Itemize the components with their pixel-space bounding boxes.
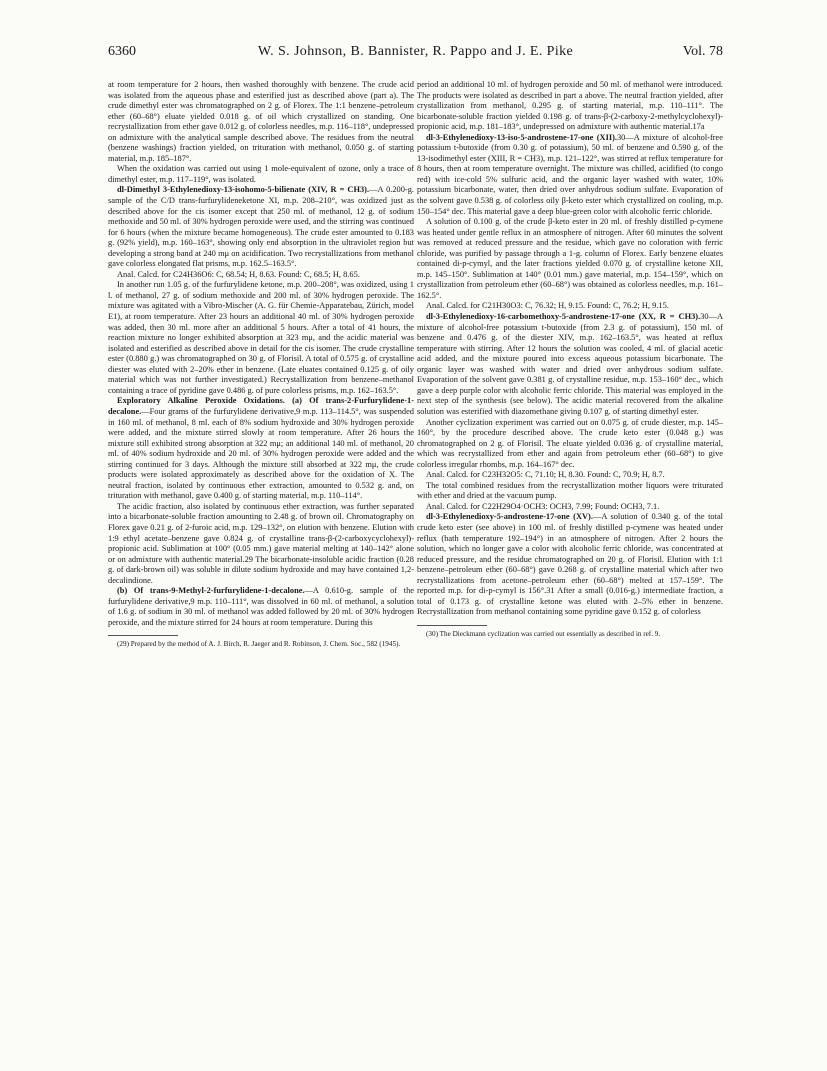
analysis-line: Anal. Calcd. for C22H29O4·OCH3: OCH3, 7.99; Found: OCH3, 7.1. <box>426 501 660 511</box>
section-title: dl-3-Ethylenedioxy-16-carbomethoxy-5-androstene-17-one (XX, R = CH3). <box>426 312 701 322</box>
footnote: (30) The Dieckmann cyclization was carried out essentially as described in ref. 9. <box>426 629 661 638</box>
section-title: (b) Of trans-9-Methyl-2-furfurylidene-1-decalone. <box>117 586 305 596</box>
analysis-line: Anal. Calcd. for C24H36O6: C, 68.54; H, 8.63. Found: C, 68.5; H, 8.65. <box>117 269 360 279</box>
analysis-line: Anal. Calcd. for C23H32O5: C, 71.10; H, 8.30. Found: C, 70.9; H, 8.7. <box>426 470 665 480</box>
section-title: dl-3-Ethylenedioxy-13-iso-5-androstene-17-one (XII). <box>426 132 617 142</box>
paragraph: In another run 1.05 g. of the furfurylidene ketone, m.p. 200–208°, was oxidized, using 1 l. of methanol, 27 g. of sodium methoxide and 200 ml. of 30% hydrogen peroxide. The mixture was agitated with a Vibro-Mischer (A. G. für Chemie-Apparatebau, Zürich, model E1), at room temperature. After 23 hours an additional 40 ml. of 30% hydrogen peroxide was added, then 30 ml. more after an additional 5 hours. After a total of 41 hours, the reaction mixture no longer exhibited absorption at 323 mμ, and the acidic material was isolated and esterified as described above in detail for the cis isomer. The crude crystalline ester (0.880 g.) was chromatographed on 30 g. of Florisil. A total of 0.575 g. of crystalline diester was eluted with 2–20% ether in benzene. (Late eluates contained 0.125 g. of oily material which was not further investigated.) Recrystallization from benzene–methanol containing a trace of pyridine gave 0.486 g. of pure colorless prisms, m.p. 162–163.5°. <box>108 280 414 395</box>
paragraph <box>108 396 414 501</box>
paragraph: The total combined residues from the recrystallization mother liquors were triturated with ether and dried at the vacuum pump. <box>417 480 723 501</box>
footnote-divider <box>417 625 487 626</box>
paragraph: Another cyclization experiment was carried out on 0.075 g. of crude diester, m.p. 145–160°, by the procedure described above. The crude keto ester (0.048 g.) was chromatographed on 2 g. of Florisil. The eluate yielded 0.036 g. of crystalline material, which was recrystallized from ether and again from petroleum ether (60–68°) to give colorless irregular rhombs, m.p. 164–167° dec. <box>417 417 723 469</box>
paragraph: When the oxidation was carried out using 1 mole-equivalent of ozone, only a trace of dimethyl ester, m.p. 117–119°, was isolated. <box>108 164 414 184</box>
paragraph: at room temperature for 2 hours, then washed thoroughly with benzene. The crude acid was isolated from the aqueous phase and esterified just as described above (part a). The crude dimethyl ester was chromatographed on 2 g. of Florex. The 1:1 benzene–petroleum ether (60–68°) eluate yielded 0.018 g. of oil which crystallized on standing. One recrystallization from ether gave 0.012 g. of colorless needles, m.p. 116–118°, undepressed on admixture with the analytical sample described above. The residues from the neutral (benzene washings) fraction yielded, on trituration with methanol, 0.050 g. of starting material, m.p. 185–187°. <box>108 80 414 163</box>
paragraph: period an additional 10 ml. of hydrogen peroxide and 50 ml. of methanol were introduced. The products were isolated as described in part a above. The neutral fraction yielded, after crystallization from methanol, 0.295 g. of starting material, m.p. 110–111°. The bicarbonate-soluble fraction yielded 0.198 g. of trans-β-(2-carboxy-2-methylcyclohexyl)-propionic acid, m.p. 181–183°, undepressed on admixture with authentic material.17a <box>417 80 723 132</box>
paragraph: A solution of 0.100 g. of the crude β-keto ester in 20 ml. of freshly distilled p-cymene was heated under gentle reflux in an atmosphere of nitrogen. After 60 minutes the solvent was removed at reduced pressure and the residue, which gave no coloration with ferric chloride, was purified by passage through a 1-g. column of Florex. Early benzene eluates contained di-p-cymyl, and the later fractions yielded 0.070 g. of crystalline ketone XII, m.p. 145–150°. Sublimation at 140° (0.01 mm.) gave material, m.p. 154–159°, which on crystallization from petroleum ether (60–68°) was obtained as colorless needles, m.p. 161–162.5°. <box>417 217 723 300</box>
section-title: dl-3-Ethylenedioxy-5-androstene-17-one (XV). <box>426 512 593 522</box>
paragraph-body: 30—A mixture of alcohol-free potassium t-butoxide (from 2.3 g. of potassium), 150 ml. of benzene and 0.476 g. of the diester XIV, m.p. 162–163.5°, was heated at reflux temperature with stirring. After 12 hours the solution was cooled, 4 ml. of glacial acetic acid added, and the mixture poured into excess aqueous potassium bicarbonate. The organic layer was washed with water and dried over anhydrous sodium sulfate. Evaporation of the solvent gave 0.381 g. of crystalline residue, m.p. 153–160° dec., which gave a deep purple color with alcoholic ferric chloride. This material was employed in the next step of the synthesis (see below). The acidic material recovered from the alkaline solution was esterified with diazomethane giving 0.107 g. of starting dimethyl ester. <box>417 312 723 416</box>
footnote: (29) Prepared by the method of A. J. Birch, R. Jaeger and R. Robinson, J. Chem. Soc., 582 (1945). <box>117 640 401 649</box>
paragraph-body: —A 0.200-g. sample of the C/D trans-furfurylideneketone XI, m.p. 208–210°, was oxidized just as described above for the cis isomer except that 250 ml. of methanol, 12 g. of sodium methoxide and 50 ml. of 30% hydrogen peroxide were used, and the stirring was continued for 6 hours (when the mixture became homogeneous). The crude ester amounted to 0.183 g. (92% yield), m.p. 160–163°, showing only end absorption in the ultraviolet region but developing a strong band at 240 mμ on acidification. Two recrystallizations from methanol gave colorless elongated flat prisms, m.p. 162.5–163.5°. <box>108 185 414 269</box>
paragraph-body: 30—A mixture of alcohol-free potassium t-butoxide (from 0.30 g. of potassium), 50 ml. of benzene and 0.590 g. of the 13-isodimethyl ester (XIII, R = CH3), m.p. 121–122°, was stirred at reflux temperature for 8 hours, then at room temperature overnight. The mixture was chilled, acidified (to congo red) with ice-cold 5% sulfuric acid, and the organic layer washed with water, 10% potassium bicarbonate, water, then dried over anhydrous sodium sulfate. Evaporation of the solvent gave 0.538 g. of colorless oily β-keto ester which crystallized on cooling, m.p. 150–154° dec. This material gave a deep blue-green color with alcoholic ferric chloride. <box>417 132 723 216</box>
running-title-authors: W. S. Johnson, B. Bannister, R. Pappo and J. E. Pike <box>257 44 574 59</box>
paragraph-body: —A 0.610-g. sample of the furfurylidene derivative,9 m.p. 110–111°, was dissolved in 60 ml. of methanol, a solution of 1.6 g. of sodium in 30 ml. of methanol was added followed by 20 ml. of 30% hydrogen peroxide, and the mixture stirred for 24 hours at room temperature. During this <box>108 586 414 627</box>
analysis-line: Anal. Calcd. for C21H30O3: C, 76.32; H, 9.15. Found: C, 76.2; H, 9.15. <box>426 301 669 311</box>
paragraph <box>108 185 414 269</box>
running-header <box>108 44 723 64</box>
page-number: 6360 <box>108 44 136 59</box>
volume-label: Vol. 78 <box>682 44 723 59</box>
paragraph-body: —A solution of 0.340 g. of the total crude keto ester (see above) in 100 ml. of freshly distilled p-cymene was heated under reflux (bath temperature 192–194°) in an atmosphere of nitrogen. After 2 hours the solution, which no longer gave a color with alcoholic ferric chloride, was concentrated at reduced pressure, and the residue chromatographed on 20 g. of Florisil. Elution with 1:1 benzene–petroleum ether (60–68°) gave 0.268 g. of crystalline material which after two recrystallizations from acetone–petroleum ether (60–68°) melted at 157–159°. The reported m.p. for di-p-cymyl is 156°.31 After a small (0.016-g.) intermediate fraction, a total of 0.173 g. of crystalline ketone was eluted with 2–5% ether in benzene. Recrystallization from methanol containing some pyridine gave 0.152 g. of colorless <box>417 512 723 617</box>
paragraph-body: —Four grams of the furfurylidene derivative,9 m.p. 113–114.5°, was suspended in 160 ml. of methanol, 8 ml. each of 8% sodium hydroxide and 30% hydrogen peroxide were added, and the mixture stirred slowly at room temperature. After 26 hours the mixture still exhibited strong absorption at 322 mμ; an additional 140 ml. of methanol, 20 ml. of 40% sodium hydroxide and 20 ml. of 30% hydrogen peroxide were added and the stirring continued for 3 days. Although the mixture still absorbed at 322 mμ, the crude products were isolated approximately as described above for the oxidation of X. The neutral fraction, isolated by continuous ether extraction, amounted to 0.532 g. and, on trituration with methanol, gave 0.400 g. of starting material, m.p. 110–114°. <box>108 406 414 501</box>
left-column <box>108 80 414 650</box>
paragraph <box>417 312 723 417</box>
section-title: dl-Dimethyl 3-Ethylenedioxy-13-isohomo-5-bilienate (XIV, R = CH3). <box>117 185 370 195</box>
section-title: Exploratory Alkaline Peroxide Oxidations. (a) Of trans-2-Furfurylidene-1-decalone. <box>108 396 414 416</box>
paragraph <box>417 133 723 217</box>
paragraph <box>417 512 723 617</box>
paragraph: The acidic fraction, also isolated by continuous ether extraction, was further separated into a bicarbonate-soluble fraction amounting to 2.48 g. of brown oil. Chromatography on Florex gave 0.21 g. of 2-furoic acid, m.p. 129–132°, on elution with benzene. Elution with 1:9 ethyl acetate–benzene gave 0.824 g. of crystalline trans-β-(2-carboxycyclohexyl)-propionic acid. Sublimation at 100° (0.05 mm.) gave material melting at 140–142° alone or on admixture with authentic material.29 The bicarbonate-insoluble acidic fraction (0.28 g. of dark-brown oil) was soluble in dilute sodium hydroxide and may have contained 1,2-decalindione. <box>108 501 414 585</box>
right-column <box>417 80 723 639</box>
paragraph <box>108 586 414 628</box>
footnote-divider <box>108 635 178 636</box>
